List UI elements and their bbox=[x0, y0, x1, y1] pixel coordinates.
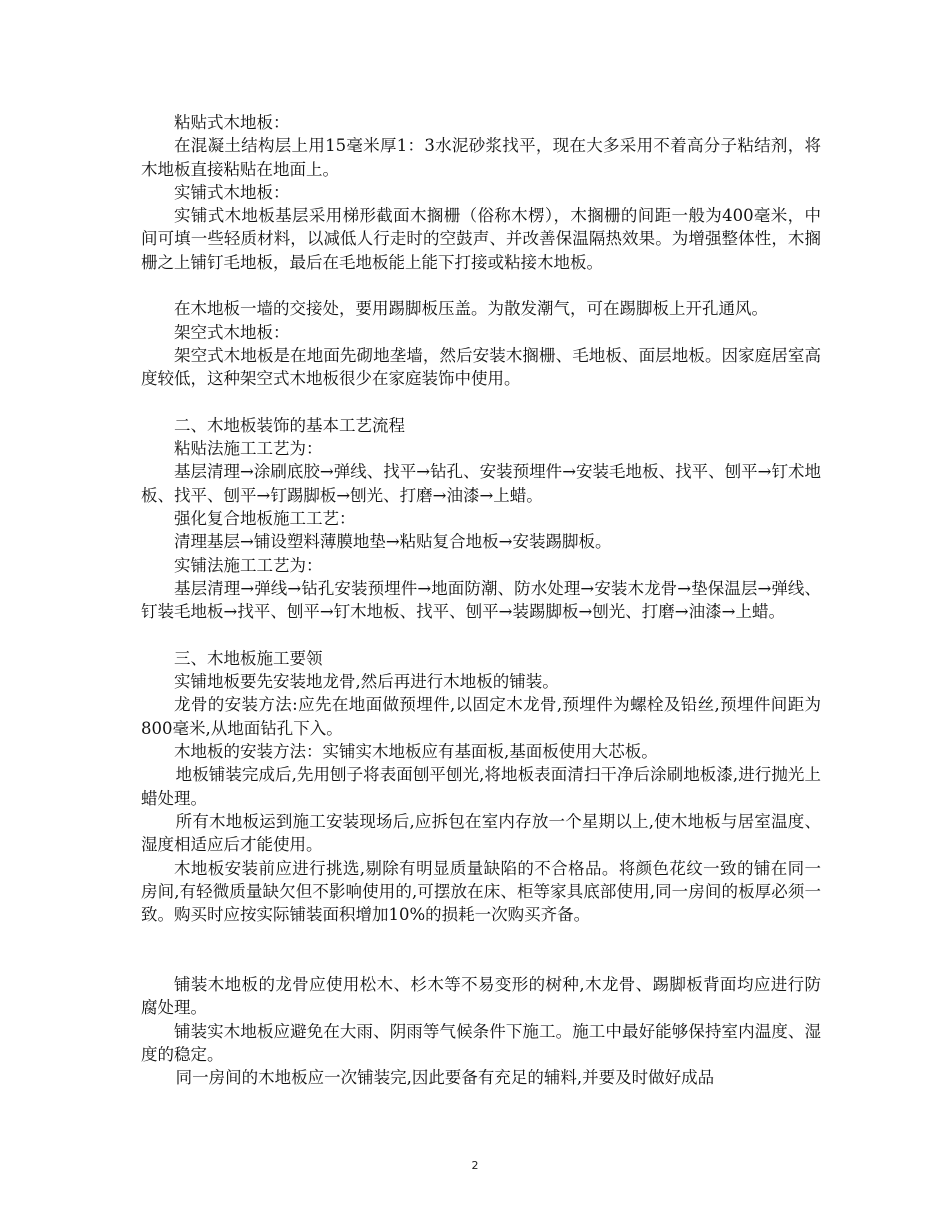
paragraph: 同一房间的木地板应一次铺装完,因此要备有充足的辅料,并要及时做好成品 bbox=[175, 1068, 715, 1088]
paragraph: 所有木地板运到施工安装现场后,应拆包在室内存放一个星期以上,使木地板与居室温度、湿度相适应后才能使用。 bbox=[141, 811, 821, 855]
paragraph: 铺装木地板的龙骨应使用松木、杉木等不易变形的树种,木龙骨、踢脚板背面均应进行防腐处理。 bbox=[141, 974, 821, 1018]
paragraph: 基层清理→弹线→钻孔安装预埋件→地面防潮、防水处理→安装木龙骨→垫保温层→弹线、钉装毛地板→找平、刨平→钉木地板、找平、刨平→装踢脚板→刨光、打磨→油漆→上蜡。 bbox=[141, 578, 821, 622]
section-heading-process: 二、木地板装饰的基本工艺流程 bbox=[174, 415, 405, 435]
section-heading-solid-floor: 实铺式木地板： bbox=[174, 182, 290, 202]
paragraph: 实铺地板要先安装地龙骨,然后再进行木地板的铺装。 bbox=[174, 672, 559, 692]
subheading-laminate: 强化复合地板施工工艺： bbox=[174, 509, 356, 529]
paragraph: 木地板的安装方法：实铺实木地板应有基面板,基面板使用大芯板。 bbox=[174, 742, 658, 762]
section-heading-raised-floor: 架空式木地板： bbox=[174, 322, 290, 342]
blank-line bbox=[141, 624, 821, 647]
section-heading-paste-floor: 粘贴式木地板： bbox=[174, 113, 290, 132]
paragraph: 在混凝土结构层上用15毫米厚1：3水泥砂浆找平，现在大多采用不着高分子粘结剂，将木地板直接粘贴在地面上。 bbox=[141, 136, 821, 179]
paragraph: 清理基层→铺设塑料薄膜地垫→粘贴复合地板→安装踢脚板。 bbox=[174, 532, 612, 552]
paragraph: 在木地板一墙的交接处，要用踢脚板压盖。为散发潮气，可在踢脚板上开孔通风。 bbox=[174, 299, 768, 319]
blank-line bbox=[141, 926, 821, 973]
paragraph: 实铺式木地板基层采用梯形截面木搁栅（俗称木楞），木搁栅的间距一般为400毫米，中间可填一些轻质材料，以减低人行走时的空鼓声、并改善保温隔热效果。为增强整体性，木搁栅之上铺钉毛地板，最后在毛地板能上能下打接或粘接木地板。 bbox=[141, 206, 821, 272]
blank-line bbox=[141, 391, 821, 414]
paragraph: 基层清理→涂刷底胶→弹线、找平→钻孔、安装预埋件→安装毛地板、找平、刨平→钉术地板、找平、刨平→钉踢脚板→刨光、打磨→油漆→上蜡。 bbox=[141, 462, 821, 505]
paragraph: 龙骨的安装方法:应先在地面做预埋件,以固定木龙骨,预埋件为螺栓及铅丝,预埋件间距为800毫米,从地面钻孔下入。 bbox=[141, 695, 821, 738]
section-heading-key-points: 三、木地板施工要领 bbox=[174, 648, 323, 668]
paragraph: 地板铺装完成后,先用刨子将表面刨平刨光,将地板表面清扫干净后涂刷地板漆,进行抛光上蜡处理。 bbox=[141, 765, 821, 808]
subheading-solid-method: 实铺法施工工艺为： bbox=[174, 555, 323, 575]
document-body bbox=[141, 111, 821, 1089]
subheading-paste-method: 粘贴法施工工艺为： bbox=[174, 439, 323, 459]
page-number: 2 bbox=[471, 1159, 479, 1172]
paragraph: 铺装实木地板应避免在大雨、阴雨等气候条件下施工。施工中最好能够保持室内温度、湿度的稳定。 bbox=[141, 1021, 821, 1064]
paragraph: 木地板安装前应进行挑选,剔除有明显质量缺陷的不合格品。将颜色花纹一致的铺在同一房间,有轻微质量缺欠但不影响使用的,可摆放在床、柜等家具底部使用,同一房间的板厚必须一致。购买时应按实际铺装面积增加10%的损耗一次购买齐备。 bbox=[141, 858, 821, 925]
blank-line bbox=[141, 274, 821, 297]
paragraph: 架空式木地板是在地面先砌地垄墙，然后安装木搁栅、毛地板、面层地板。因家庭居室高度较低，这种架空式木地板很少在家庭装饰中使用。 bbox=[141, 345, 821, 389]
